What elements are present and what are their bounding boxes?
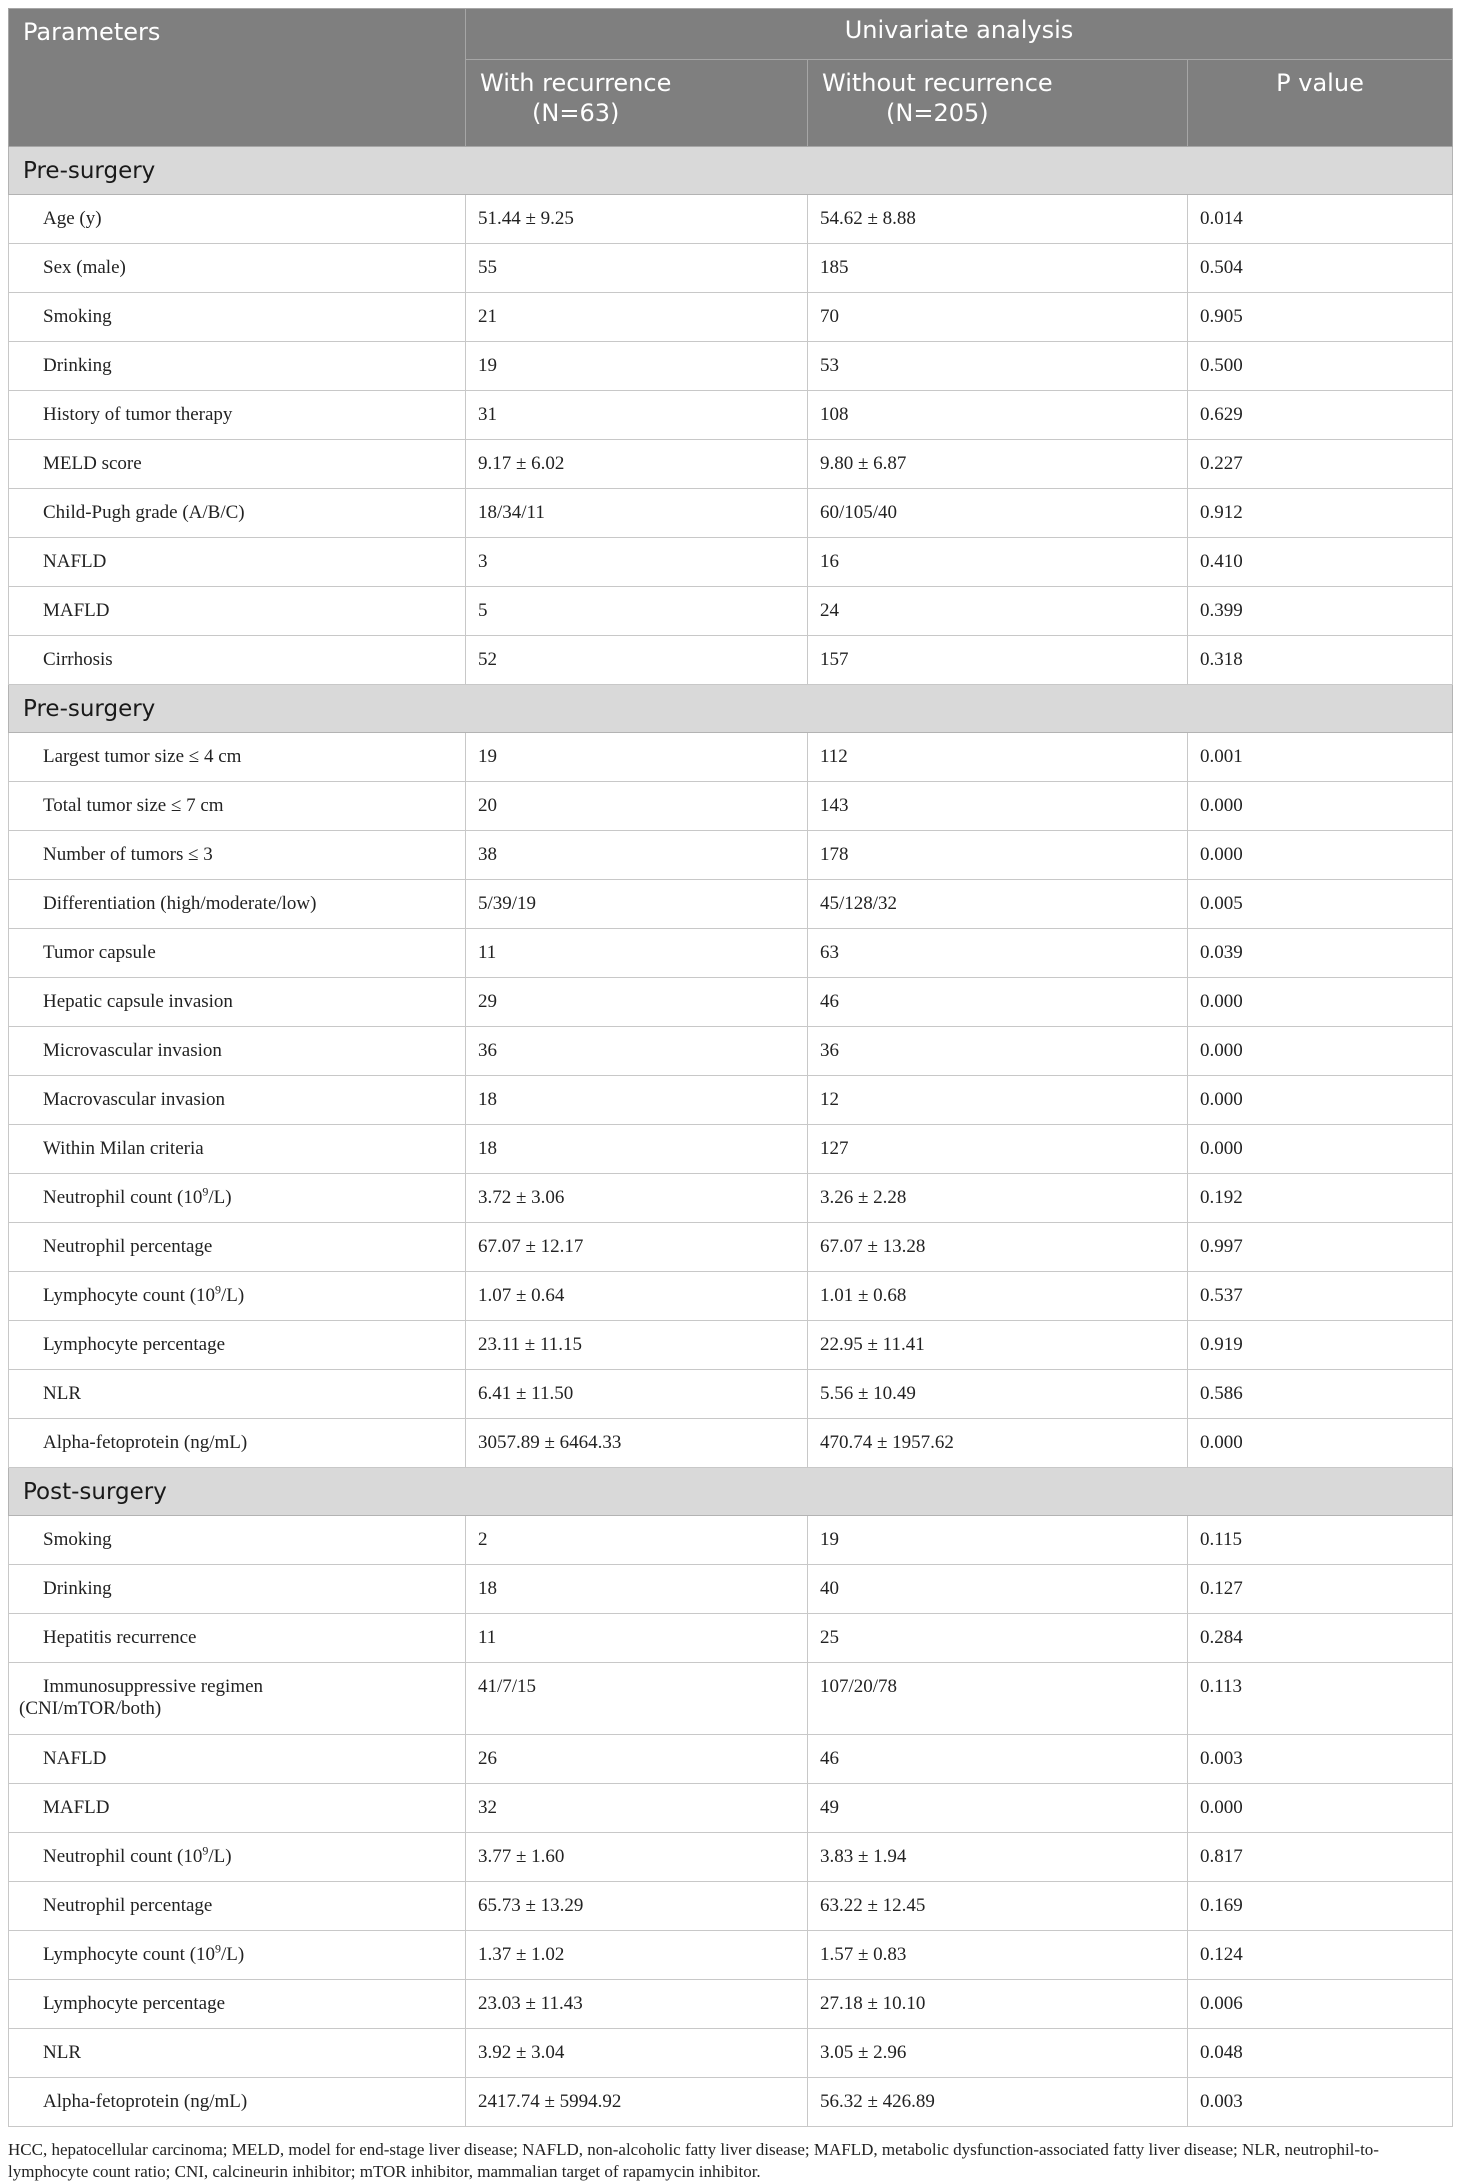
table-row: [9, 1735, 1453, 1784]
header-parameters: Parameters: [9, 9, 466, 147]
parameter-label: Lymphocyte percentage: [43, 1993, 226, 2014]
cell-parameter: [9, 1980, 466, 2029]
section-title: Pre-surgery: [9, 147, 1453, 195]
cell-p-value: 0.905: [1188, 293, 1453, 342]
parameter-label: MELD score: [43, 453, 142, 474]
cell-with-recurrence: 9.17 ± 6.02: [466, 440, 808, 489]
cell-parameter: [9, 391, 466, 440]
cell-without-recurrence: 3.26 ± 2.28: [808, 1174, 1188, 1223]
cell-without-recurrence: 9.80 ± 6.87: [808, 440, 1188, 489]
parameter-unit: /L): [221, 1944, 245, 1965]
parameter-label-line2: (CNI/mTOR/both): [19, 1698, 162, 1719]
header-with-recurrence-n: (N=63): [532, 99, 620, 127]
cell-with-recurrence: 18/34/11: [466, 489, 808, 538]
cell-parameter: [9, 1833, 466, 1882]
cell-parameter: [9, 538, 466, 587]
cell-p-value: 0.000: [1188, 1027, 1453, 1076]
cell-without-recurrence: 19: [808, 1516, 1188, 1565]
cell-p-value: 0.000: [1188, 978, 1453, 1027]
cell-parameter: [9, 1882, 466, 1931]
cell-with-recurrence: 31: [466, 391, 808, 440]
table-row: [9, 1076, 1453, 1125]
table-row: [9, 1223, 1453, 1272]
table-header: [9, 9, 1453, 147]
parameter-label: Neutrophil percentage: [43, 1895, 213, 1916]
parameter-label: Neutrophil count (10: [43, 1187, 203, 1208]
cell-with-recurrence: 51.44 ± 9.25: [466, 195, 808, 244]
cell-without-recurrence: 5.56 ± 10.49: [808, 1370, 1188, 1419]
cell-with-recurrence: 5: [466, 587, 808, 636]
cell-without-recurrence: 3.83 ± 1.94: [808, 1833, 1188, 1882]
cell-with-recurrence: 11: [466, 929, 808, 978]
cell-with-recurrence: 23.03 ± 11.43: [466, 1980, 808, 2029]
cell-with-recurrence: 29: [466, 978, 808, 1027]
cell-without-recurrence: 3.05 ± 2.96: [808, 2029, 1188, 2078]
cell-without-recurrence: 157: [808, 636, 1188, 685]
cell-parameter: [9, 440, 466, 489]
cell-parameter: [9, 880, 466, 929]
parameter-label: Smoking: [43, 1529, 112, 1550]
cell-parameter: [9, 342, 466, 391]
univariate-analysis-table: [8, 8, 1453, 2127]
table-row: [9, 1419, 1453, 1468]
cell-parameter: [9, 733, 466, 782]
table-row: [9, 293, 1453, 342]
cell-p-value: 0.919: [1188, 1321, 1453, 1370]
cell-with-recurrence: 18: [466, 1565, 808, 1614]
parameter-label: Hepatitis recurrence: [43, 1627, 197, 1648]
parameter-label: Sex (male): [43, 257, 126, 278]
parameter-label: NLR: [43, 2042, 81, 2063]
cell-parameter: [9, 1931, 466, 1980]
parameter-label: Drinking: [43, 1578, 112, 1599]
section-title: Post-surgery: [9, 1468, 1453, 1516]
cell-parameter: [9, 1027, 466, 1076]
cell-p-value: 0.000: [1188, 782, 1453, 831]
table-row: [9, 244, 1453, 293]
table-row: [9, 1272, 1453, 1321]
cell-parameter: [9, 1125, 466, 1174]
cell-parameter: [9, 2078, 466, 2127]
cell-with-recurrence: 2417.74 ± 5994.92: [466, 2078, 808, 2127]
cell-with-recurrence: 18: [466, 1076, 808, 1125]
cell-p-value: 0.005: [1188, 880, 1453, 929]
cell-with-recurrence: 36: [466, 1027, 808, 1076]
table-row: [9, 538, 1453, 587]
cell-without-recurrence: 53: [808, 342, 1188, 391]
cell-without-recurrence: 36: [808, 1027, 1188, 1076]
cell-without-recurrence: 178: [808, 831, 1188, 880]
parameter-unit: /L): [208, 1846, 232, 1867]
cell-p-value: 0.318: [1188, 636, 1453, 685]
cell-p-value: 0.001: [1188, 733, 1453, 782]
cell-p-value: 0.192: [1188, 1174, 1453, 1223]
cell-p-value: 0.284: [1188, 1614, 1453, 1663]
parameter-label: Lymphocyte count (10: [43, 1285, 216, 1306]
cell-parameter: [9, 293, 466, 342]
table-row: [9, 880, 1453, 929]
cell-p-value: 0.227: [1188, 440, 1453, 489]
table-row: [9, 1882, 1453, 1931]
header-without-recurrence-n: (N=205): [886, 99, 989, 127]
cell-parameter: [9, 1272, 466, 1321]
cell-without-recurrence: 54.62 ± 8.88: [808, 195, 1188, 244]
cell-p-value: 0.000: [1188, 1076, 1453, 1125]
cell-without-recurrence: 1.57 ± 0.83: [808, 1931, 1188, 1980]
cell-parameter: [9, 1076, 466, 1125]
header-univariate-analysis: Univariate analysis: [466, 9, 1453, 60]
cell-without-recurrence: 16: [808, 538, 1188, 587]
parameter-label: Total tumor size ≤ 7 cm: [43, 795, 224, 816]
parameter-label: NAFLD: [43, 1748, 107, 1769]
cell-parameter: [9, 1735, 466, 1784]
cell-with-recurrence: 19: [466, 342, 808, 391]
cell-with-recurrence: 1.37 ± 1.02: [466, 1931, 808, 1980]
cell-without-recurrence: 25: [808, 1614, 1188, 1663]
cell-without-recurrence: 49: [808, 1784, 1188, 1833]
parameter-label: Hepatic capsule invasion: [43, 991, 233, 1012]
table-row: [9, 1565, 1453, 1614]
cell-with-recurrence: 55: [466, 244, 808, 293]
cell-parameter: [9, 244, 466, 293]
cell-p-value: 0.003: [1188, 2078, 1453, 2127]
header-with-recurrence: [466, 60, 808, 147]
parameter-superscript: 9: [215, 1282, 222, 1297]
section-title: Pre-surgery: [9, 685, 1453, 733]
table-row: [9, 978, 1453, 1027]
table-row: [9, 1321, 1453, 1370]
cell-p-value: 0.113: [1188, 1663, 1453, 1735]
cell-with-recurrence: 3.72 ± 3.06: [466, 1174, 808, 1223]
cell-without-recurrence: 70: [808, 293, 1188, 342]
header-with-recurrence-label: With recurrence: [480, 69, 672, 97]
table-row: [9, 489, 1453, 538]
cell-p-value: 0.169: [1188, 1882, 1453, 1931]
cell-without-recurrence: 45/128/32: [808, 880, 1188, 929]
parameter-label: Immunosuppressive regimen: [43, 1676, 264, 1697]
cell-with-recurrence: 2: [466, 1516, 808, 1565]
parameter-label: Macrovascular invasion: [43, 1089, 226, 1110]
cell-without-recurrence: 24: [808, 587, 1188, 636]
cell-without-recurrence: 46: [808, 978, 1188, 1027]
cell-parameter: [9, 1419, 466, 1468]
table-footnote: HCC, hepatocellular carcinoma; MELD, model for end-stage liver disease; NAFLD, non-alcoholic fatty liver disease; MAFLD, metabolic dysfunction-associated fatty liver disease; NLR, neutrophil-to-lymphocyte count ratio; CNI, calcineurin inhibitor; mTOR inhibitor, mammalian target of rapamycin inhibitor.: [8, 2140, 1379, 2181]
cell-with-recurrence: 52: [466, 636, 808, 685]
cell-parameter: [9, 1516, 466, 1565]
cell-p-value: 0.000: [1188, 1419, 1453, 1468]
cell-p-value: 0.817: [1188, 1833, 1453, 1882]
cell-without-recurrence: 107/20/78: [808, 1663, 1188, 1735]
table-row: [9, 2078, 1453, 2127]
table-row: [9, 831, 1453, 880]
cell-without-recurrence: 27.18 ± 10.10: [808, 1980, 1188, 2029]
cell-without-recurrence: 12: [808, 1076, 1188, 1125]
parameter-label: Alpha-fetoprotein (ng/mL): [43, 2091, 248, 2112]
table-row: [9, 1370, 1453, 1419]
cell-without-recurrence: 22.95 ± 11.41: [808, 1321, 1188, 1370]
table-row: [9, 440, 1453, 489]
table-row: [9, 2029, 1453, 2078]
cell-p-value: 0.048: [1188, 2029, 1453, 2078]
cell-parameter: [9, 489, 466, 538]
table-row: [9, 636, 1453, 685]
cell-parameter: [9, 1223, 466, 1272]
table-row: [9, 587, 1453, 636]
parameter-label: Microvascular invasion: [43, 1040, 222, 1061]
parameter-label: Differentiation (high/moderate/low): [43, 893, 317, 914]
cell-p-value: 0.586: [1188, 1370, 1453, 1419]
cell-with-recurrence: 38: [466, 831, 808, 880]
parameter-superscript: 9: [202, 1843, 209, 1858]
cell-parameter: [9, 1370, 466, 1419]
table-row: [9, 1833, 1453, 1882]
parameter-label: Alpha-fetoprotein (ng/mL): [43, 1432, 248, 1453]
cell-parameter: [9, 831, 466, 880]
table-row: [9, 1784, 1453, 1833]
parameter-label: Drinking: [43, 355, 112, 376]
cell-without-recurrence: 470.74 ± 1957.62: [808, 1419, 1188, 1468]
cell-without-recurrence: 108: [808, 391, 1188, 440]
cell-with-recurrence: 21: [466, 293, 808, 342]
table-row: [9, 1125, 1453, 1174]
cell-parameter: [9, 978, 466, 1027]
cell-parameter: [9, 782, 466, 831]
cell-without-recurrence: 46: [808, 1735, 1188, 1784]
cell-without-recurrence: 143: [808, 782, 1188, 831]
cell-with-recurrence: 20: [466, 782, 808, 831]
cell-with-recurrence: 3.92 ± 3.04: [466, 2029, 808, 2078]
cell-parameter: [9, 1565, 466, 1614]
cell-with-recurrence: 23.11 ± 11.15: [466, 1321, 808, 1370]
cell-without-recurrence: 67.07 ± 13.28: [808, 1223, 1188, 1272]
header-without-recurrence: [808, 60, 1188, 147]
table-row: [9, 342, 1453, 391]
cell-with-recurrence: 26: [466, 1735, 808, 1784]
cell-with-recurrence: 19: [466, 733, 808, 782]
cell-p-value: 0.000: [1188, 1784, 1453, 1833]
cell-parameter: [9, 1321, 466, 1370]
table-body: [9, 147, 1453, 2127]
parameter-label: Number of tumors ≤ 3: [43, 844, 213, 865]
parameter-label: Cirrhosis: [43, 649, 113, 670]
cell-without-recurrence: 63.22 ± 12.45: [808, 1882, 1188, 1931]
table-row: [9, 1980, 1453, 2029]
parameter-label: History of tumor therapy: [43, 404, 233, 425]
parameter-label: MAFLD: [43, 600, 110, 621]
cell-without-recurrence: 185: [808, 244, 1188, 293]
table-row: [9, 733, 1453, 782]
cell-without-recurrence: 56.32 ± 426.89: [808, 2078, 1188, 2127]
cell-with-recurrence: 5/39/19: [466, 880, 808, 929]
parameter-unit: /L): [208, 1187, 232, 1208]
parameter-label: Child-Pugh grade (A/B/C): [43, 502, 245, 523]
parameter-label: NLR: [43, 1383, 81, 1404]
table-container: [8, 8, 1452, 2183]
section-header-row: [9, 685, 1453, 733]
cell-p-value: 0.000: [1188, 1125, 1453, 1174]
parameter-label: Lymphocyte count (10: [43, 1944, 216, 1965]
cell-p-value: 0.006: [1188, 1980, 1453, 2029]
table-row: [9, 1516, 1453, 1565]
parameter-superscript: 9: [215, 1941, 222, 1956]
cell-p-value: 0.997: [1188, 1223, 1453, 1272]
header-without-recurrence-label: Without recurrence: [822, 69, 1053, 97]
parameter-unit: /L): [221, 1285, 245, 1306]
cell-p-value: 0.039: [1188, 929, 1453, 978]
section-header-row: [9, 147, 1453, 195]
cell-parameter: [9, 1663, 466, 1735]
cell-p-value: 0.115: [1188, 1516, 1453, 1565]
table-row: [9, 1027, 1453, 1076]
table-row: [9, 1174, 1453, 1223]
cell-parameter: [9, 1174, 466, 1223]
cell-p-value: 0.500: [1188, 342, 1453, 391]
cell-with-recurrence: 3.77 ± 1.60: [466, 1833, 808, 1882]
parameter-label: Largest tumor size ≤ 4 cm: [43, 746, 242, 767]
cell-with-recurrence: 1.07 ± 0.64: [466, 1272, 808, 1321]
cell-parameter: [9, 587, 466, 636]
cell-with-recurrence: 41/7/15: [466, 1663, 808, 1735]
cell-without-recurrence: 1.01 ± 0.68: [808, 1272, 1188, 1321]
table-row: [9, 1614, 1453, 1663]
table-row: [9, 782, 1453, 831]
cell-with-recurrence: 67.07 ± 12.17: [466, 1223, 808, 1272]
cell-with-recurrence: 3: [466, 538, 808, 587]
parameter-label: Smoking: [43, 306, 112, 327]
cell-p-value: 0.504: [1188, 244, 1453, 293]
cell-p-value: 0.399: [1188, 587, 1453, 636]
cell-without-recurrence: 112: [808, 733, 1188, 782]
cell-parameter: [9, 929, 466, 978]
table-row: [9, 195, 1453, 244]
parameter-label: Lymphocyte percentage: [43, 1334, 226, 1355]
table-row: [9, 391, 1453, 440]
cell-p-value: 0.410: [1188, 538, 1453, 587]
cell-parameter: [9, 636, 466, 685]
parameter-label: Within Milan criteria: [43, 1138, 204, 1159]
cell-p-value: 0.003: [1188, 1735, 1453, 1784]
cell-parameter: [9, 1614, 466, 1663]
cell-with-recurrence: 18: [466, 1125, 808, 1174]
cell-p-value: 0.537: [1188, 1272, 1453, 1321]
cell-parameter: [9, 1784, 466, 1833]
parameter-label: Age (y): [43, 208, 102, 229]
header-p-value: P value: [1188, 60, 1453, 147]
table-row: [9, 1663, 1453, 1735]
cell-p-value: 0.629: [1188, 391, 1453, 440]
table-row: [9, 1931, 1453, 1980]
cell-p-value: 0.127: [1188, 1565, 1453, 1614]
table-row: [9, 929, 1453, 978]
parameter-label: Neutrophil count (10: [43, 1846, 203, 1867]
parameter-label: NAFLD: [43, 551, 107, 572]
cell-with-recurrence: 65.73 ± 13.29: [466, 1882, 808, 1931]
cell-with-recurrence: 11: [466, 1614, 808, 1663]
parameter-superscript: 9: [202, 1184, 209, 1199]
cell-p-value: 0.124: [1188, 1931, 1453, 1980]
parameter-label: MAFLD: [43, 1797, 110, 1818]
parameter-label: Neutrophil percentage: [43, 1236, 213, 1257]
cell-without-recurrence: 63: [808, 929, 1188, 978]
cell-with-recurrence: 32: [466, 1784, 808, 1833]
cell-without-recurrence: 60/105/40: [808, 489, 1188, 538]
parameter-label: Tumor capsule: [43, 942, 156, 963]
cell-without-recurrence: 127: [808, 1125, 1188, 1174]
cell-without-recurrence: 40: [808, 1565, 1188, 1614]
cell-parameter: [9, 195, 466, 244]
cell-with-recurrence: 6.41 ± 11.50: [466, 1370, 808, 1419]
section-header-row: [9, 1468, 1453, 1516]
cell-p-value: 0.912: [1188, 489, 1453, 538]
cell-with-recurrence: 3057.89 ± 6464.33: [466, 1419, 808, 1468]
cell-p-value: 0.014: [1188, 195, 1453, 244]
cell-parameter: [9, 2029, 466, 2078]
cell-p-value: 0.000: [1188, 831, 1453, 880]
